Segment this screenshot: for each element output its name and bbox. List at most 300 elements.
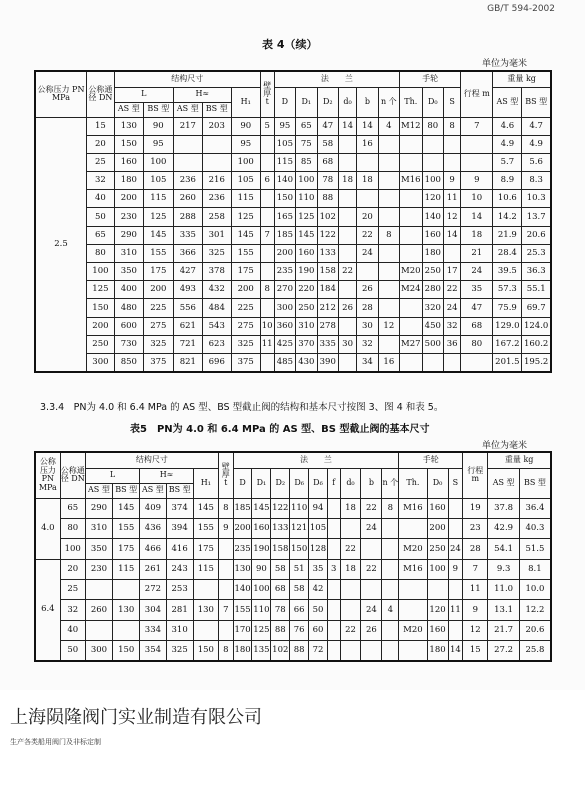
table-cell: 235: [233, 539, 252, 559]
table-cell: 36: [444, 335, 461, 353]
table-cell: 250: [86, 335, 114, 353]
table-cell: 290: [114, 226, 143, 244]
table-cell: [444, 353, 461, 371]
table-cell: 24: [444, 299, 461, 317]
table-cell: 270: [274, 281, 295, 299]
table-cell: 175: [231, 263, 260, 281]
table5-caption: 表5 PN为 4.0 和 6.4 MPa 的 AS 型、BS 型截止阀的基本尺寸: [130, 424, 430, 435]
t5-h-L-as: AS 型: [85, 483, 112, 498]
table-cell: 150: [290, 539, 309, 559]
company-name: 上海陨隆阀门实业制造有限公司: [10, 707, 262, 728]
table-row: [35, 153, 551, 171]
table-cell: [260, 299, 274, 317]
table-cell: 155: [143, 244, 173, 262]
t4-h-w-as: AS 型: [493, 87, 522, 117]
t5-h-struct: 结构尺寸: [85, 452, 218, 468]
table-cell: 436: [140, 518, 166, 538]
table-cell: [327, 641, 340, 661]
table-cell: 65: [60, 498, 85, 518]
table-cell: 253: [166, 580, 193, 600]
table-cell: [340, 518, 361, 538]
table-cell: 95: [143, 135, 173, 153]
table-cell: 236: [173, 172, 202, 190]
table-cell: 10.0: [519, 580, 551, 600]
table-cell: 150: [193, 641, 218, 661]
table-cell: 27.2: [488, 641, 519, 661]
table-cell: 8: [378, 226, 399, 244]
company-tagline: 生产各类船用阀门及非标定制: [10, 738, 101, 746]
table-row: [35, 600, 551, 620]
table-cell: 57.3: [493, 281, 522, 299]
table-row: [35, 539, 551, 559]
table-cell: 90: [252, 559, 271, 579]
table-cell: [173, 135, 202, 153]
table-cell: [448, 498, 463, 518]
table-cell: [382, 539, 399, 559]
table-cell: 180: [114, 172, 143, 190]
table-cell: 203: [202, 117, 231, 135]
table-cell: [260, 208, 274, 226]
table-cell: 26: [357, 281, 378, 299]
t4-h-d0: d₀: [338, 87, 356, 117]
table-cell: 409: [140, 498, 166, 518]
table-cell: 450: [422, 317, 443, 335]
t5-h-L: L: [85, 468, 140, 483]
table-cell: M16: [400, 172, 423, 190]
table-cell: 94: [309, 498, 328, 518]
table-cell: 300: [274, 299, 295, 317]
table-row: [35, 498, 551, 518]
table-cell: M20: [399, 620, 427, 640]
t4-h-H: H≈: [173, 87, 231, 102]
table-cell: 145: [231, 226, 260, 244]
table-cell: 310: [166, 620, 193, 640]
table-cell: 102: [271, 641, 290, 661]
table-cell: 129.0: [493, 317, 522, 335]
table-cell: 121: [290, 518, 309, 538]
table-cell: 185: [274, 226, 295, 244]
table-cell: 160: [427, 620, 448, 640]
table-cell: 6: [260, 172, 274, 190]
table-cell: [327, 620, 340, 640]
table-cell: 9: [463, 600, 488, 620]
table-cell: 25: [86, 153, 114, 171]
table-cell: M20: [399, 539, 427, 559]
table-cell: 22: [340, 539, 361, 559]
table-cell: 115: [193, 559, 218, 579]
table-cell: [378, 299, 399, 317]
table-cell: [382, 620, 399, 640]
table-row: [35, 299, 551, 317]
table-cell: [378, 208, 399, 226]
t4-h-weight: 重量 kg: [493, 71, 551, 87]
t5-h-Th: Th.: [399, 468, 427, 498]
table-cell: 281: [166, 600, 193, 620]
table-cell: [382, 559, 399, 579]
table-cell: 28: [357, 299, 378, 317]
t5-h-L-bs: BS 型: [113, 483, 140, 498]
t4-h-flange: 法 兰: [274, 71, 399, 87]
table-cell: 100: [231, 153, 260, 171]
table-cell: 14: [444, 226, 461, 244]
table-cell: 821: [173, 353, 202, 371]
table-cell: [378, 281, 399, 299]
table-cell: 110: [252, 600, 271, 620]
table-cell: 493: [173, 281, 202, 299]
table-cell: 4.6: [493, 117, 522, 135]
table-cell: 4.7: [522, 117, 551, 135]
table-cell: 500: [422, 335, 443, 353]
table-cell: [113, 620, 140, 640]
table-cell: 354: [140, 641, 166, 661]
table-cell: 54.1: [488, 539, 519, 559]
table-cell: [422, 135, 443, 153]
table-cell: [361, 539, 382, 559]
table-cell: 66: [290, 600, 309, 620]
table-cell: 24: [461, 263, 493, 281]
table-cell: 42.9: [488, 518, 519, 538]
table-cell: 125: [231, 208, 260, 226]
table-cell: [461, 153, 493, 171]
table-cell: 125: [143, 208, 173, 226]
table-cell: 600: [114, 317, 143, 335]
table-cell: [338, 208, 356, 226]
table-cell: [422, 153, 443, 171]
table-row: [35, 620, 551, 640]
table-cell: 100: [143, 153, 173, 171]
table-cell: 374: [166, 498, 193, 518]
table-cell: 235: [274, 263, 295, 281]
table-cell: 50: [86, 208, 114, 226]
table-cell: [382, 580, 399, 600]
table-cell: 201.5: [493, 353, 522, 371]
table-cell: 11: [448, 600, 463, 620]
table-cell: M16: [399, 559, 427, 579]
table-cell: [357, 153, 378, 171]
table-cell: [202, 153, 231, 171]
table-cell: [85, 580, 112, 600]
t5-h-D0: D₀: [427, 468, 448, 498]
table-cell: [444, 135, 461, 153]
table-cell: 366: [173, 244, 202, 262]
table-cell: 220: [296, 281, 317, 299]
table-cell: 105: [143, 172, 173, 190]
table-cell: 42: [309, 580, 328, 600]
table-cell: [218, 559, 233, 579]
table-cell: 24: [357, 244, 378, 262]
table-cell: 75.9: [493, 299, 522, 317]
table-cell: 58: [317, 135, 338, 153]
table-cell: 150: [86, 299, 114, 317]
table-cell: [340, 580, 361, 600]
table-cell: 115: [231, 190, 260, 208]
table-cell: [260, 153, 274, 171]
table-cell: [218, 580, 233, 600]
t5-h-H-bs: BS 型: [166, 483, 193, 498]
table-cell: 850: [114, 353, 143, 371]
t5-h-w-as: AS 型: [488, 468, 519, 498]
t4-h-H-bs: BS 型: [202, 102, 231, 117]
table-cell: 35: [309, 559, 328, 579]
t4-h-wheel: 手轮: [400, 71, 461, 87]
table-cell: M12: [400, 117, 423, 135]
table-cell: 721: [173, 335, 202, 353]
table-cell: 20.6: [522, 226, 551, 244]
table-cell: 40: [60, 620, 85, 640]
table-row: [35, 580, 551, 600]
table-row: [35, 353, 551, 371]
table-cell: 78: [317, 172, 338, 190]
table-cell: 58: [271, 559, 290, 579]
table-cell: 36.4: [519, 498, 551, 518]
table-cell: 160: [422, 226, 443, 244]
table-cell: [338, 353, 356, 371]
table-cell: 150: [113, 641, 140, 661]
table-cell: 200: [114, 190, 143, 208]
table-cell: 310: [296, 317, 317, 335]
section-paragraph: 3.3.4 PN为 4.0 和 6.4 MPa 的 AS 型、BS 型截止阀的结构和基本尺寸按图 3、图 4 和表 5。: [40, 402, 444, 413]
table-cell: 556: [173, 299, 202, 317]
table-cell: 150: [274, 190, 295, 208]
table-cell: 50: [309, 600, 328, 620]
table-cell: 76: [290, 620, 309, 640]
table-cell: 145: [113, 498, 140, 518]
table-row: [35, 641, 551, 661]
table-cell: 100: [422, 172, 443, 190]
table-cell: 11: [444, 190, 461, 208]
table-cell: [260, 263, 274, 281]
table-cell: 12: [463, 620, 488, 640]
table-cell: 185: [233, 498, 252, 518]
table-cell: 335: [173, 226, 202, 244]
table-cell: 250: [427, 539, 448, 559]
table-cell: 120: [427, 600, 448, 620]
table-cell: 9: [448, 559, 463, 579]
table-cell: [427, 580, 448, 600]
table-cell: 140: [274, 172, 295, 190]
table-cell: 10: [260, 317, 274, 335]
t5-h-f: f: [327, 468, 340, 498]
table-cell: [400, 208, 423, 226]
table-cell: 180: [233, 641, 252, 661]
table-cell: 480: [114, 299, 143, 317]
table-cell: 9: [218, 518, 233, 538]
table-cell: 37.8: [488, 498, 519, 518]
t5-h-H: H≈: [140, 468, 193, 483]
table-cell: 26: [361, 620, 382, 640]
table-cell: [399, 641, 427, 661]
table-cell: 100: [86, 263, 114, 281]
table-cell: 50: [60, 641, 85, 661]
table-cell: 65: [296, 117, 317, 135]
table-cell: 300: [86, 353, 114, 371]
table-cell: 130: [113, 600, 140, 620]
table-cell: 4: [378, 117, 399, 135]
table-cell: 115: [143, 190, 173, 208]
table-cell: 12.2: [519, 600, 551, 620]
table-cell: 10.6: [493, 190, 522, 208]
table-cell: 88: [290, 641, 309, 661]
table-row: [35, 117, 551, 135]
table-cell: 8.3: [522, 172, 551, 190]
table-cell: [260, 353, 274, 371]
table-cell: 34: [357, 353, 378, 371]
table-cell: 145: [143, 226, 173, 244]
table-row: [35, 335, 551, 353]
table-cell: 158: [271, 539, 290, 559]
table-cell: 102: [317, 208, 338, 226]
table-cell: 20: [60, 559, 85, 579]
table-cell: 8: [218, 498, 233, 518]
t4-h-L: L: [114, 87, 173, 102]
table-cell: [378, 135, 399, 153]
table-cell: 15: [463, 641, 488, 661]
table-cell: [444, 153, 461, 171]
table-cell: [444, 244, 461, 262]
table-cell: 272: [140, 580, 166, 600]
table-cell: [400, 190, 423, 208]
t5-h-dn: 公称通径 DN: [60, 452, 85, 498]
table-cell: 30: [338, 335, 356, 353]
table-cell: 51.5: [519, 539, 551, 559]
table-cell: [338, 226, 356, 244]
table-cell: 258: [202, 208, 231, 226]
table-cell: 200: [274, 244, 295, 262]
table-cell: M27: [400, 335, 423, 353]
table-cell: 200: [143, 281, 173, 299]
table-cell: 200: [427, 518, 448, 538]
t5-h-wall: 壁厚 t: [218, 452, 233, 498]
table-cell: 20.6: [519, 620, 551, 640]
table-cell: 225: [231, 299, 260, 317]
table-cell: [400, 317, 423, 335]
table-cell: 9: [461, 172, 493, 190]
table-cell: [378, 153, 399, 171]
table-cell: 350: [85, 539, 112, 559]
table-cell: 80: [422, 117, 443, 135]
table-cell: [382, 641, 399, 661]
t5-h-stroke: 行程 m: [463, 452, 488, 498]
table-cell: 310: [85, 518, 112, 538]
table-cell: 13.1: [488, 600, 519, 620]
table-cell: [400, 153, 423, 171]
table-cell: 18: [357, 172, 378, 190]
table-cell: 325: [143, 335, 173, 353]
table-cell: 15: [86, 117, 114, 135]
table-cell: 310: [114, 244, 143, 262]
table-cell: 261: [140, 559, 166, 579]
t4-h-L-bs: BS 型: [143, 102, 173, 117]
table-row: [35, 244, 551, 262]
table-cell: [193, 580, 218, 600]
table-cell: 216: [202, 172, 231, 190]
table-cell: 250: [422, 263, 443, 281]
t5-h-b: b: [361, 468, 382, 498]
table-cell: 4.9: [493, 135, 522, 153]
table-cell: 394: [166, 518, 193, 538]
table-cell: 230: [114, 208, 143, 226]
table-cell: 325: [166, 641, 193, 661]
table-cell: 5.6: [522, 153, 551, 171]
table-cell: [400, 299, 423, 317]
table-cell: 14: [357, 117, 378, 135]
table-cell: 378: [202, 263, 231, 281]
table-cell: 20: [357, 208, 378, 226]
table-cell: 18: [340, 498, 361, 518]
table-cell: [361, 641, 382, 661]
table-cell: 100: [427, 559, 448, 579]
table-cell: [338, 317, 356, 335]
t4-h-D0: D₀: [422, 87, 443, 117]
t4-h-b: b: [357, 87, 378, 117]
table-row: [35, 208, 551, 226]
table-cell: 85: [296, 153, 317, 171]
table-cell: 466: [140, 539, 166, 559]
table-cell: 140: [233, 580, 252, 600]
t5-h-pn: 公称压力 PN MPa: [35, 452, 60, 498]
table-cell: 623: [202, 335, 231, 353]
table-cell: 16: [357, 135, 378, 153]
t4-h-wall: 壁厚 t: [260, 71, 274, 117]
table-cell: [338, 244, 356, 262]
table-cell: 243: [166, 559, 193, 579]
table-cell: 135: [252, 641, 271, 661]
table-row: [35, 559, 551, 579]
table-cell: 35: [461, 281, 493, 299]
table-cell: 68: [317, 153, 338, 171]
table5: [34, 451, 552, 662]
table-cell: 360: [274, 317, 295, 335]
table-cell: 11.0: [488, 580, 519, 600]
table-cell: 280: [422, 281, 443, 299]
table-row: [35, 226, 551, 244]
table-cell: 375: [143, 353, 173, 371]
t5-h-d0: d₀: [340, 468, 361, 498]
table-cell: [327, 539, 340, 559]
table-cell: 90: [143, 117, 173, 135]
table-cell: 217: [173, 117, 202, 135]
table-cell: 78: [271, 600, 290, 620]
table-cell: [382, 518, 399, 538]
t5-h-w-bs: BS 型: [519, 468, 551, 498]
table-cell: 8: [444, 117, 461, 135]
table-cell: 72: [309, 641, 328, 661]
table-cell: 11: [260, 335, 274, 353]
table-cell: 8: [218, 641, 233, 661]
table-cell: 95: [231, 135, 260, 153]
table-row: [35, 190, 551, 208]
table-cell: 375: [231, 353, 260, 371]
table-cell: 170: [233, 620, 252, 640]
table-cell: [338, 281, 356, 299]
table-cell: 88: [271, 620, 290, 640]
t4-h-H1: H₁: [231, 87, 260, 117]
table-cell: 350: [114, 263, 143, 281]
t4-pn-cell: 2.5: [35, 117, 86, 372]
table-cell: 22: [357, 226, 378, 244]
table-cell: 8.9: [493, 172, 522, 190]
t4-h-H-as: AS 型: [173, 102, 202, 117]
table-cell: 7: [260, 226, 274, 244]
table-cell: [338, 153, 356, 171]
t5-h-D6b: D₆: [309, 468, 328, 498]
table-cell: 5: [260, 117, 274, 135]
table-cell: 22: [340, 620, 361, 640]
table-cell: [378, 172, 399, 190]
table-cell: 5.7: [493, 153, 522, 171]
table5-unit: 单位为毫米: [482, 441, 528, 451]
table-cell: 22: [361, 559, 382, 579]
